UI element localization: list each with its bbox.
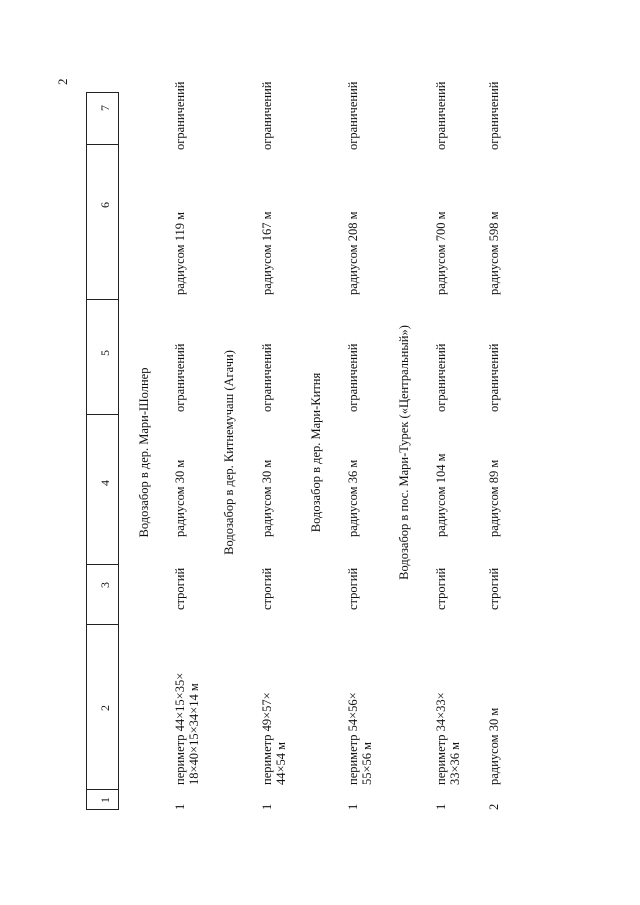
header-bottom-rule (118, 93, 119, 810)
zone2-regime: ограничений (260, 343, 274, 412)
zone1-radius: радиусом 36 м (346, 459, 360, 537)
zone3-regime: ограничений (487, 81, 501, 150)
zone2-regime: ограничений (346, 343, 360, 412)
zone1-regime: строгий (260, 567, 274, 610)
column-number-4: 4 (98, 480, 112, 486)
column-number-1: 1 (98, 797, 112, 803)
row-number: 1 (173, 803, 187, 810)
column-number-6: 6 (98, 202, 112, 208)
section-title: Водозабор в дер. Мари-Китня (309, 372, 323, 533)
zone2-radius: радиусом 208 м (346, 211, 360, 295)
header-top-rule (86, 93, 87, 810)
column-divider (86, 144, 119, 145)
zone2-radius: радиусом 598 м (487, 211, 501, 295)
column-divider (86, 624, 119, 625)
zone1-radius: радиусом 89 м (487, 459, 501, 537)
perimeter-line-2: 44×54 м (274, 741, 288, 785)
zone2-radius: радиусом 167 м (260, 211, 274, 295)
zone1-regime: строгий (487, 567, 501, 610)
row-number: 1 (260, 803, 274, 810)
zone3-regime: ограничений (346, 81, 360, 150)
column-divider (86, 564, 119, 565)
zone3-regime: ограничений (434, 81, 448, 150)
row-number: 1 (434, 803, 448, 810)
perimeter-line-1: периметр 44×15×35× (173, 672, 187, 785)
column-divider (86, 299, 119, 300)
column-number-2: 2 (98, 705, 112, 711)
zone1-regime: строгий (173, 567, 187, 610)
column-number-3: 3 (98, 582, 112, 588)
zone1-radius: радиусом 104 м (434, 453, 448, 537)
perimeter-line-1: периметр 49×57× (260, 692, 274, 785)
perimeter-line-1: периметр 34×33× (434, 692, 448, 785)
zone2-regime: ограничений (173, 343, 187, 412)
column-number-7: 7 (98, 105, 112, 111)
column-number-5: 5 (98, 350, 112, 356)
row-number: 1 (346, 803, 360, 810)
perimeter-line-1: радиусом 30 м (487, 707, 501, 785)
zone2-radius: радиусом 700 м (434, 211, 448, 295)
column-divider (86, 414, 119, 415)
zone1-regime: строгий (434, 567, 448, 610)
column-divider (86, 92, 119, 93)
perimeter-line-2: 18×40×15×34×14 м (187, 683, 201, 785)
zone2-regime: ограничений (487, 343, 501, 412)
perimeter-line-2: 55×56 м (360, 741, 374, 785)
zone1-regime: строгий (346, 567, 360, 610)
zone3-regime: ограничений (173, 81, 187, 150)
page-number: 2 (55, 78, 70, 85)
section-title: Водозабор в дер. Мари-Шолнер (137, 367, 151, 538)
zone2-radius: радиусом 119 м (173, 211, 187, 295)
perimeter-line-1: периметр 54×56× (346, 692, 360, 785)
section-title: Водозабор в дер. Китнемучаш (Агачи) (222, 350, 236, 555)
zone1-radius: радиусом 30 м (260, 459, 274, 537)
row-number: 2 (487, 803, 501, 810)
section-title: Водозабор в пос. Мари-Турек («Центральный») (397, 325, 411, 580)
zone3-regime: ограничений (260, 81, 274, 150)
zone1-radius: радиусом 30 м (173, 459, 187, 537)
zone2-regime: ограничений (434, 343, 448, 412)
perimeter-line-2: 33×36 м (448, 741, 462, 785)
